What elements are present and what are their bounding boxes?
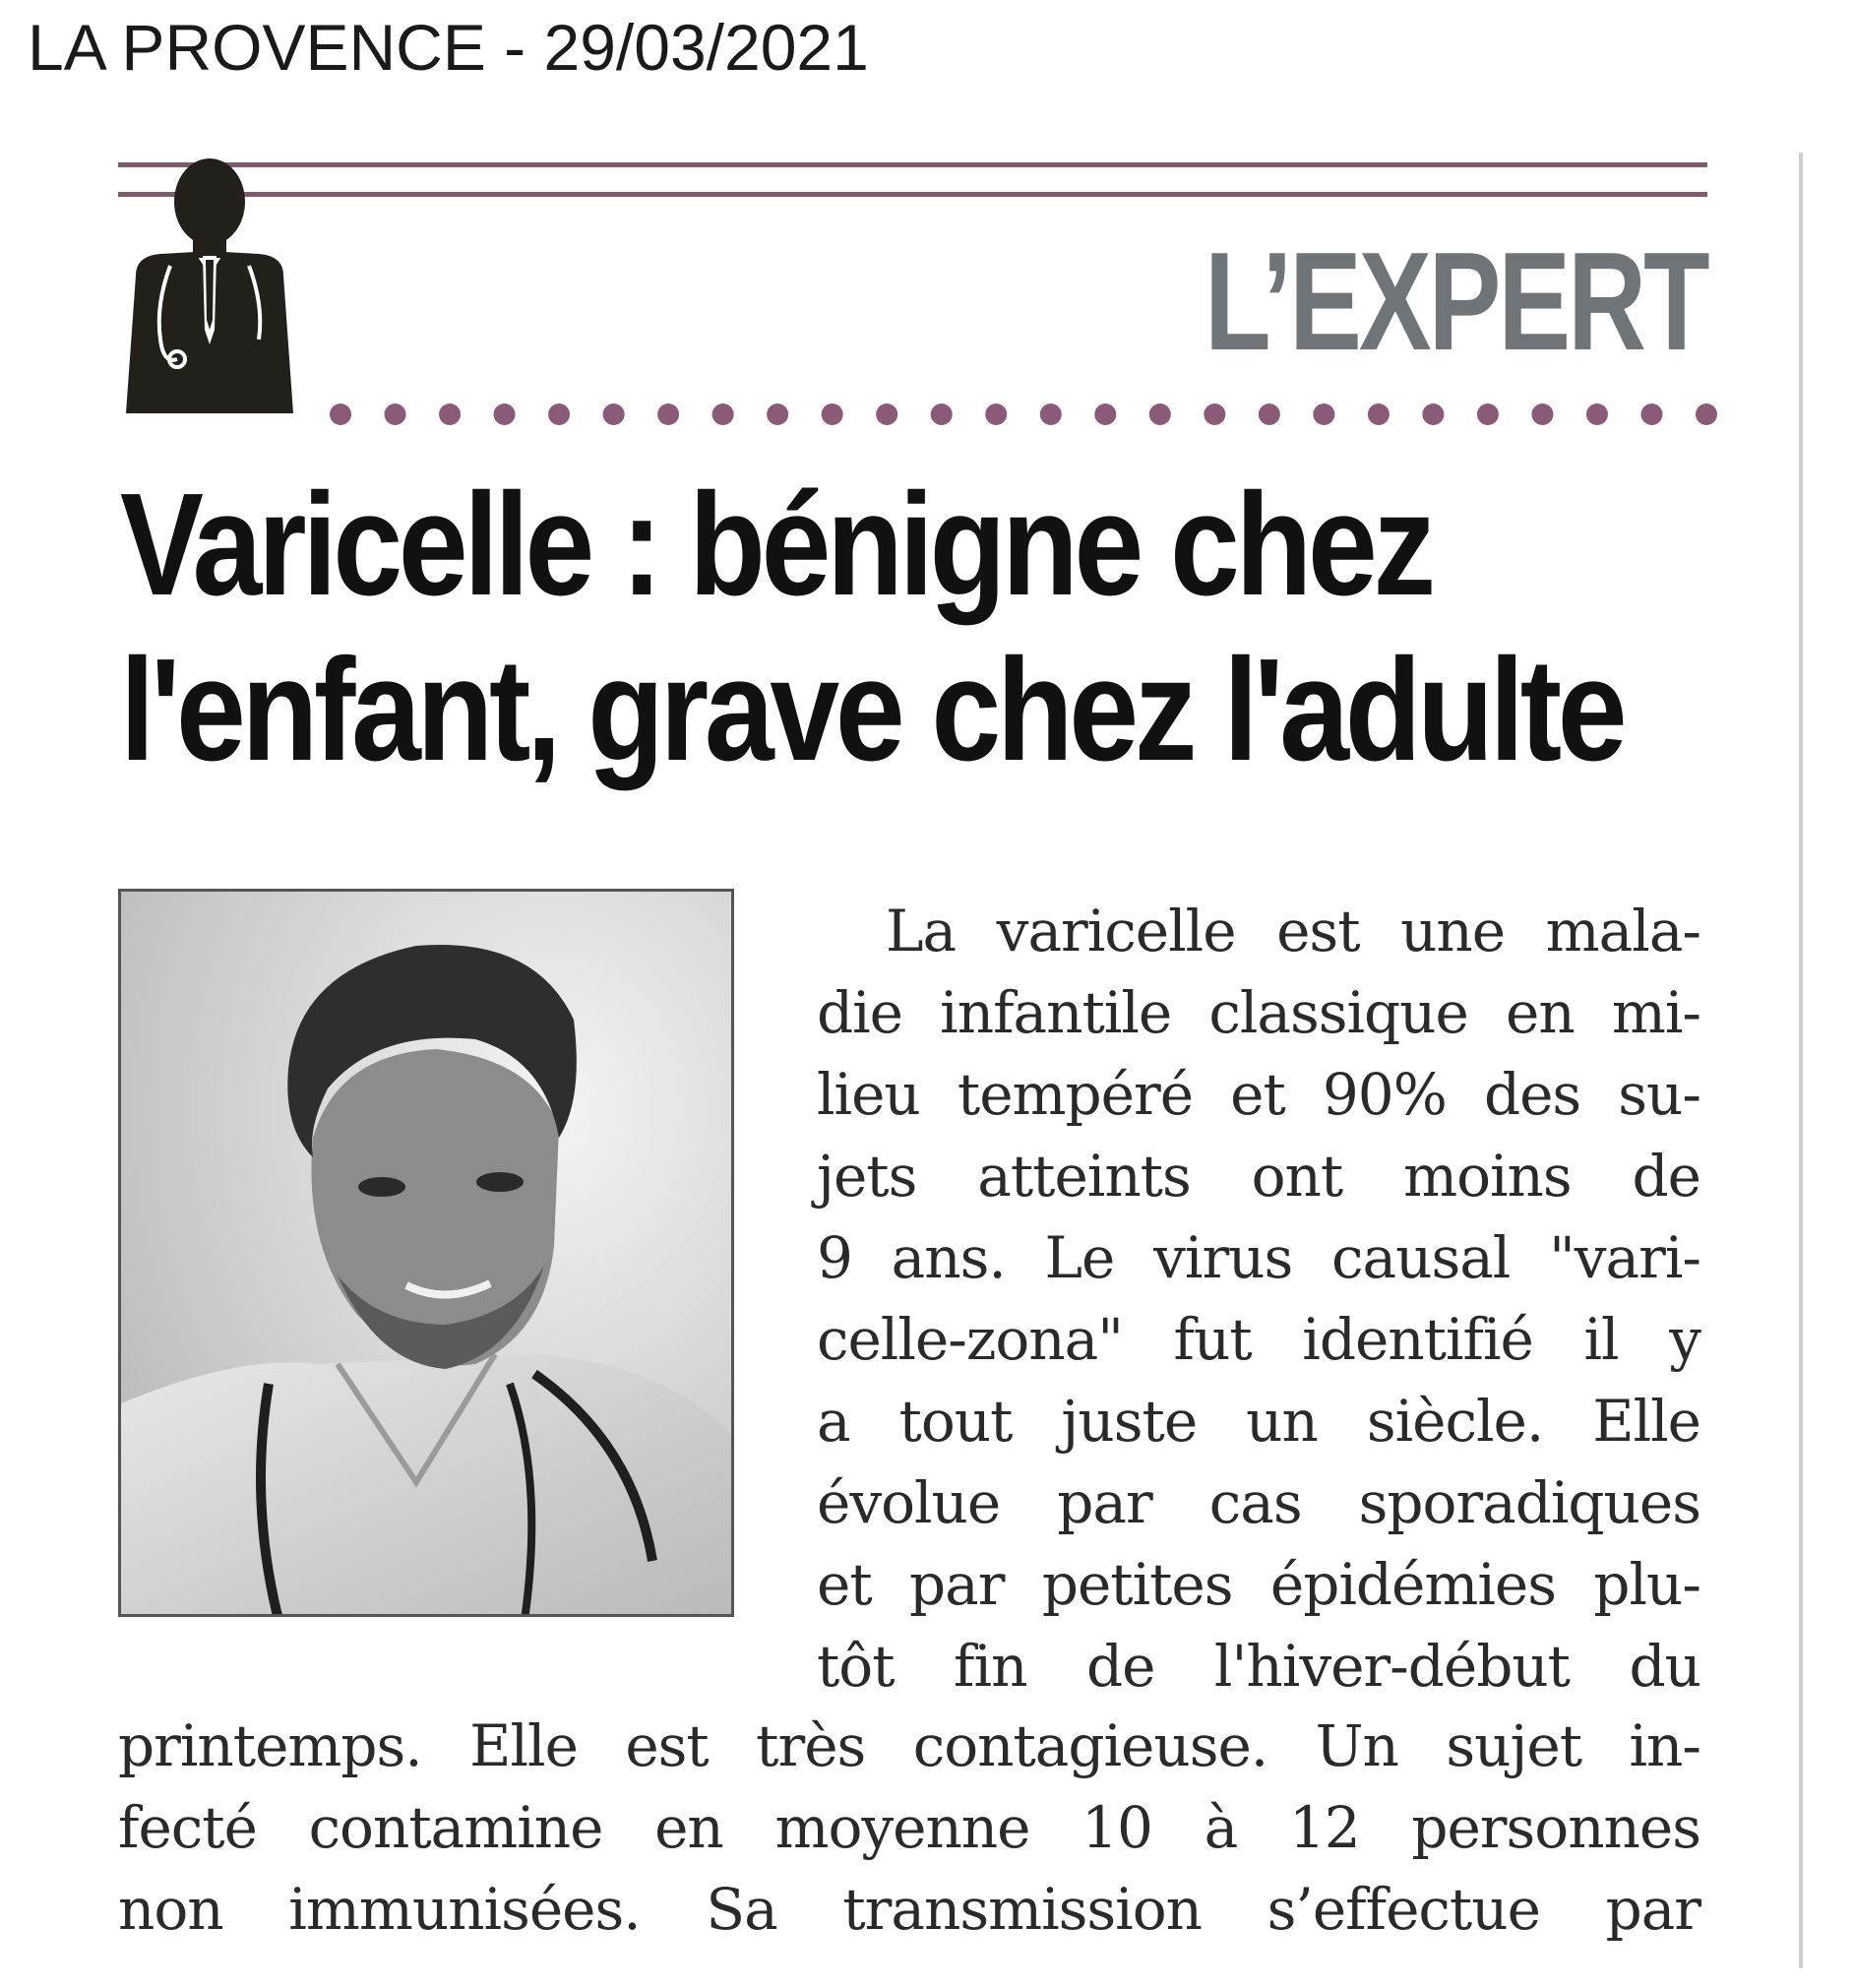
dot — [1477, 404, 1499, 425]
body-column-line: évolue par cas sporadiques — [817, 1469, 1700, 1536]
body-column-line: jets atteints ont moins de — [817, 1143, 1700, 1210]
top-rule-secondary — [118, 192, 1707, 197]
dot — [876, 404, 897, 425]
body-column-line: tôt fin de l'hiver-début du — [817, 1633, 1700, 1700]
headline — [120, 463, 1624, 793]
dot — [712, 404, 734, 425]
dot — [1368, 404, 1390, 425]
dot — [767, 404, 788, 425]
body-column-line: et par petites épidémies plu- — [817, 1551, 1700, 1618]
dotted-rule — [330, 397, 1717, 432]
column-divider — [1799, 153, 1803, 1968]
top-rule — [118, 162, 1707, 167]
dot — [931, 404, 953, 425]
body-column-line: La varicelle est une mala- — [886, 898, 1700, 964]
body-paragraph-start — [817, 891, 1700, 1708]
dot — [548, 404, 570, 425]
dot — [439, 404, 461, 425]
dot — [1586, 404, 1608, 425]
body-column-line: a tout juste un siècle. Elle — [817, 1388, 1700, 1455]
dot — [603, 404, 625, 425]
body-full-width — [118, 1706, 1700, 1951]
dot — [385, 404, 406, 425]
dot — [1204, 404, 1225, 425]
body-column-line: lieu tempéré et 90% des su- — [817, 1061, 1700, 1128]
doctor-icon — [116, 157, 303, 423]
body-column-line: die infantile classique en mi- — [817, 979, 1700, 1046]
dot — [1149, 404, 1171, 425]
dot — [1259, 404, 1280, 425]
dot — [822, 404, 843, 425]
source-separator: - — [485, 11, 544, 84]
body-column-line: 9 ans. Le virus causal "vari- — [817, 1224, 1700, 1291]
headline-line-2: l'enfant, grave chez l'adulte — [120, 629, 1624, 791]
dot — [330, 404, 351, 425]
dot — [1531, 404, 1553, 425]
dot — [1696, 404, 1717, 425]
portrait-drawing — [121, 892, 734, 1617]
dot — [657, 404, 679, 425]
dot — [1313, 404, 1334, 425]
body-column-line: celle-zona" fut identifié il y — [817, 1306, 1700, 1373]
section-rubric: L’EXPERT — [1204, 223, 1706, 380]
body-full-line: printemps. Elle est très contagieuse. Un sujet in- — [118, 1712, 1700, 1779]
headline-line-1: Varicelle : bénigne chez — [120, 464, 1432, 626]
dot — [1040, 404, 1062, 425]
newspaper-name: LA PROVENCE — [28, 11, 486, 84]
publication-date: 29/03/2021 — [543, 11, 869, 84]
body-paragraph-continuation — [118, 1706, 1700, 1951]
doctor-photo — [118, 889, 734, 1617]
dot — [985, 404, 1007, 425]
body-column — [817, 891, 1700, 1708]
source-line — [28, 10, 869, 85]
dot — [1094, 404, 1116, 425]
dot — [1640, 404, 1662, 425]
dot — [494, 404, 516, 425]
dot — [1422, 404, 1444, 425]
body-full-line: fecté contamine en moyenne 10 à 12 personnes — [118, 1794, 1700, 1861]
body-full-line: non immunisées. Sa transmission s’effectue par — [118, 1876, 1700, 1943]
